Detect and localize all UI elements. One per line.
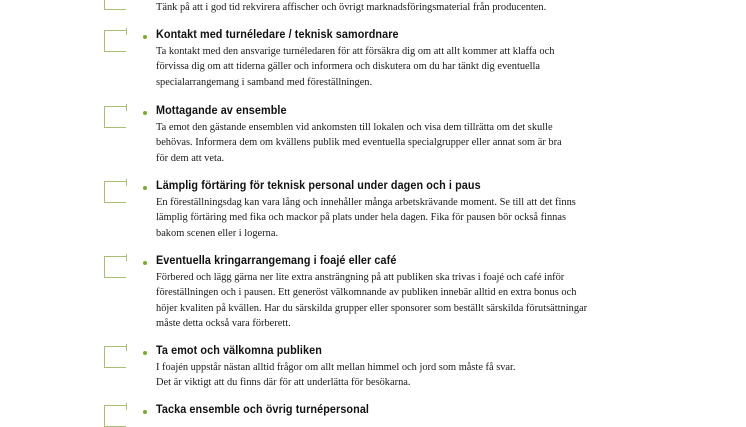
text-line: En föreställningsdag kan vara lång och innehåller många arbetskrävande moment. Se till att det finns bbox=[156, 197, 576, 208]
checkbox[interactable] bbox=[104, 181, 126, 203]
bullet-icon bbox=[143, 351, 147, 355]
checkbox[interactable] bbox=[104, 106, 126, 128]
bullet-icon bbox=[143, 410, 147, 414]
item-text bbox=[156, 270, 656, 332]
text-line: I foajén uppstår nästan alltid frågor om allt mellan himmel och jord som måste få svar. bbox=[156, 362, 516, 373]
bullet-icon bbox=[143, 35, 147, 39]
checkbox[interactable] bbox=[104, 405, 126, 427]
item-text bbox=[156, 195, 656, 241]
item-title: Ta emot och välkomna publiken bbox=[156, 345, 322, 357]
text-line: föreställningen och i pausen. Ett generöst välkomnande av publiken innebär alltid en extra bonus och bbox=[156, 287, 577, 299]
item-title: Lämplig förtäring för teknisk personal under dagen och i paus bbox=[156, 180, 481, 192]
item-title: Mottagande av ensemble bbox=[156, 105, 287, 117]
item-text bbox=[156, 120, 656, 166]
item-text bbox=[156, 360, 656, 391]
text-line: höjer kvaliten på kvällen. Har du särskilda grupper eller sponsorer som beställt särskilda förutsättningar bbox=[156, 302, 588, 314]
text-line: Ta emot den gästande ensemblen vid ankomsten till lokalen och visa dem tillrätta om det skulle bbox=[156, 122, 553, 133]
text-line: Förbered och lägg gärna ner lite extra ansträngning på att publiken ska trivas i foajé och café inför bbox=[156, 272, 565, 283]
text-line: lämplig förtäring med fika och mackor på plats under hela dagen. Fika för pausen bör också finnas bbox=[156, 212, 567, 224]
text-line: bakom scenen eller i logerna. bbox=[156, 227, 279, 239]
text-line: Tänk på att i god tid rekvirera affischer och övrigt marknadsföringsmaterial från producenten. bbox=[156, 2, 547, 13]
item-text bbox=[156, 44, 656, 90]
text-line: för dem att veta. bbox=[156, 152, 225, 164]
item-title: Eventuella kringarrangemang i foajé eller café bbox=[156, 255, 397, 267]
checkbox[interactable] bbox=[104, 0, 126, 10]
text-line: Ta kontakt med den ansvarige turnéledaren för att försäkra dig om att allt kommer att klaffa och bbox=[156, 46, 555, 57]
text-line: förvissa dig om att tiderna gäller och informera och diskutera om du har tänkt dig eventuella bbox=[156, 61, 541, 73]
item-text bbox=[156, 0, 656, 15]
checkbox[interactable] bbox=[104, 30, 126, 52]
checkbox[interactable] bbox=[104, 256, 126, 278]
bullet-icon bbox=[143, 111, 147, 115]
item-title: Tacka ensemble och övrig turnépersonal bbox=[156, 404, 370, 416]
text-line: specialarrangemang i samband med föreställningen. bbox=[156, 76, 373, 88]
bullet-icon bbox=[143, 186, 147, 190]
text-line: behövas. Informera dem om kvällens publik med eventuella specialgrupper eller annat som är bra bbox=[156, 137, 562, 149]
bullet-icon bbox=[143, 261, 147, 265]
checkbox[interactable] bbox=[104, 346, 126, 368]
text-line: måste detta också vara förberett. bbox=[156, 318, 291, 330]
item-title: Kontakt med turnéledare / teknisk samordnare bbox=[156, 29, 399, 41]
text-line: Det är viktigt att du finns där för att underlätta för besökarna. bbox=[156, 377, 411, 389]
